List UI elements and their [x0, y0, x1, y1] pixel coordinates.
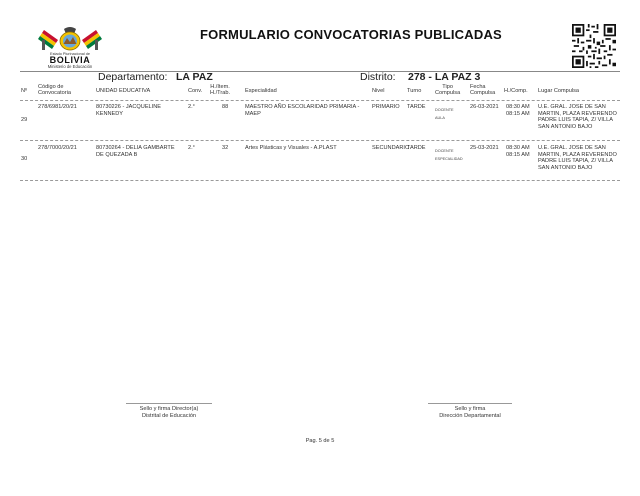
row-especialidad: MAESTRO AÑO ESCOLARIDAD PRIMARIA - MAEP: [245, 104, 360, 117]
col-unidad: UNIDAD EDUCATIVA: [96, 88, 151, 94]
col-nivel: Nivel: [372, 88, 385, 94]
row-lugar: U.E. GRAL. JOSE DE SAN MARTIN, PLAZA REVERENDO PADRE LUIS TAPIA, Z/ VILLA SAN ANTONIO BAJO: [538, 145, 617, 171]
row-divider: [20, 180, 620, 181]
departamento-label: Departamento:: [98, 71, 168, 83]
col-especialidad: Especialidad: [245, 88, 277, 94]
row-nivel: SECUNDARIO: [372, 145, 410, 151]
col-conv: Conv.: [188, 88, 203, 94]
row-hcomp: 08:30 AM 08:15 AM: [506, 145, 530, 158]
row-codigo: 278/6981/20/21: [38, 104, 77, 110]
row-codigo: 278/7000/20/21: [38, 145, 77, 151]
row-conv: 2.°: [188, 104, 195, 110]
bolivia-logo: [30, 26, 110, 68]
page-title: FORMULARIO CONVOCATORIAS PUBLICADAS: [200, 27, 502, 42]
signature-right: Sello y firma Dirección Departamental: [439, 406, 501, 419]
departamento-value: LA PAZ: [176, 71, 213, 83]
signature-left: Sello y firma Director(a) Distrital de Educación: [139, 406, 199, 419]
row-hcomp: 08:30 AM 08:15 AM: [506, 104, 530, 117]
logo-line-3: Ministerio de Educación: [47, 64, 93, 69]
row-fecha: 26-03-2021: [470, 104, 499, 110]
logo-line-1: Estado Plurinacional de: [50, 52, 90, 56]
row-turno: TARDE: [407, 145, 426, 151]
row-unidad: 80730226 - JACQUELINE KENNEDY: [96, 104, 161, 117]
row-conv: 2.°: [188, 145, 195, 151]
row-horas: 32: [222, 145, 229, 151]
row-turno: TARDE: [407, 104, 426, 110]
col-num: Nº: [21, 88, 28, 94]
row-tipo: DOCENTE AULA: [435, 108, 454, 120]
row-fecha: 25-03-2021: [470, 145, 499, 151]
row-unidad: 80730264 - DELIA GAMBARTE DE QUEZADA B: [96, 145, 175, 158]
row-divider: [20, 140, 620, 141]
header-bottom-divider: [20, 100, 620, 101]
row-especialidad: Artes Plásticas y Visuales - A.PLAST: [245, 145, 337, 151]
signature-line-left: [126, 403, 212, 404]
col-codigo: Código de Convocatoria: [38, 84, 71, 97]
qr-code-icon: [572, 24, 616, 68]
col-tipo: Tipo Compulsa: [435, 84, 461, 97]
row-nivel: PRIMARIO: [372, 104, 400, 110]
logo-country: BOLIVIA: [49, 55, 91, 65]
col-fecha: Fecha Compulsa: [470, 84, 496, 97]
page-number: Pag. 5 de 5: [305, 438, 335, 444]
distrito-label: Distrito:: [360, 71, 396, 83]
row-horas: 88: [222, 104, 229, 110]
distrito-value: 278 - LA PAZ 3: [408, 71, 481, 83]
row-num: 29: [21, 117, 28, 123]
col-turno: Turno: [407, 88, 422, 94]
col-hcomp: H./Comp.: [504, 88, 528, 94]
signature-line-right: [428, 403, 512, 404]
row-num: 30: [21, 156, 28, 162]
row-lugar: U.E. GRAL. JOSE DE SAN MARTIN, PLAZA REVERENDO PADRE LUIS TAPIA, Z/ VILLA SAN ANTONIO BAJO: [538, 104, 617, 130]
col-lugar: Lugar Compulsa: [538, 88, 580, 94]
row-tipo: DOCENTE ESPECIALIDAD: [435, 149, 463, 161]
col-horas: H./Item. H./Trab.: [210, 84, 230, 97]
